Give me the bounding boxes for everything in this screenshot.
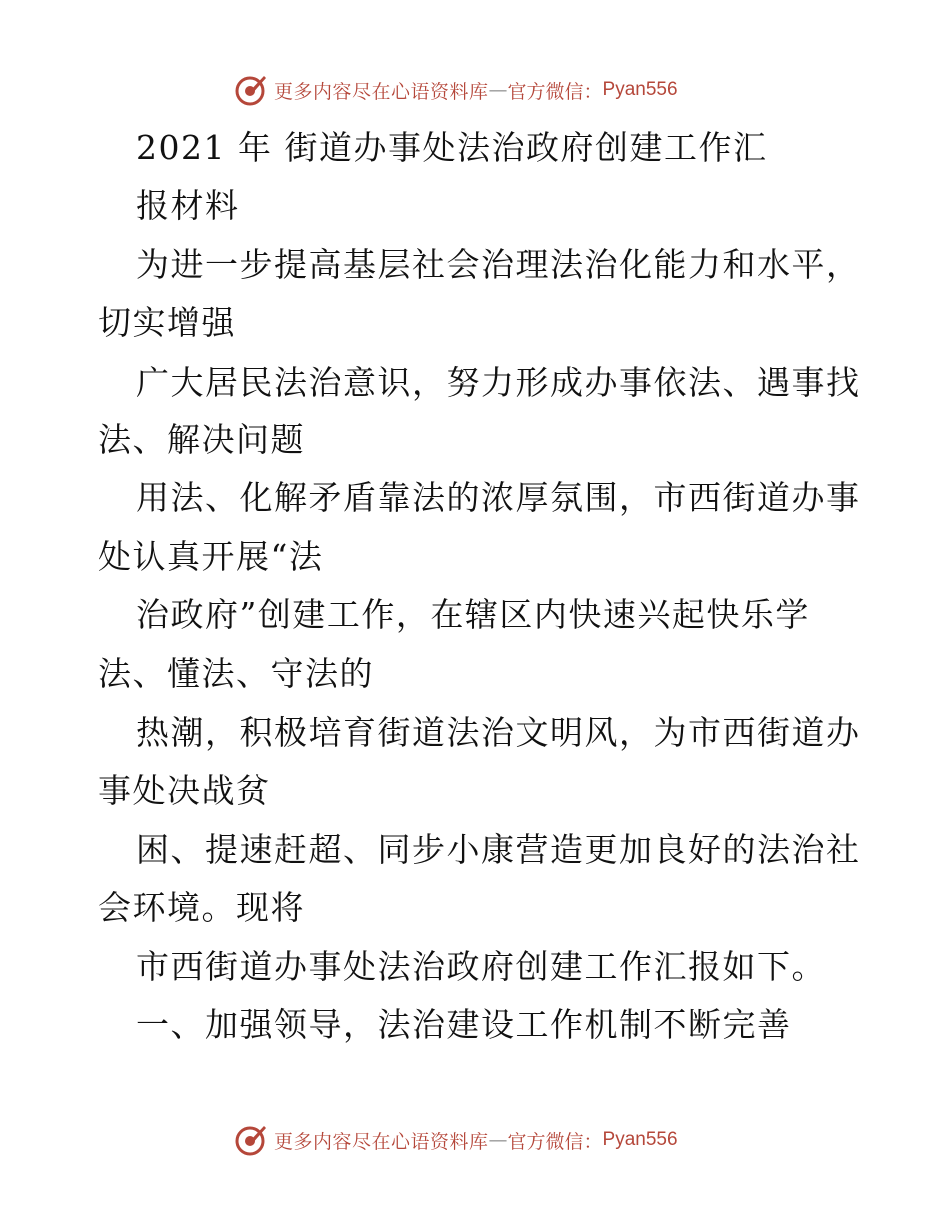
paragraph-line: 困、提速赶超、同步小康营造更加良好的法治社 — [136, 830, 861, 869]
quill-pen-circle-icon — [234, 73, 268, 107]
paragraph-line: 为进一步提高基层社会治理法治化能力和水平， — [136, 245, 861, 284]
document-title-line-1: 2021 年 街道办事处法治政府创建工作汇 — [136, 128, 768, 167]
paragraph-line: 会环境。现将 — [98, 888, 305, 927]
watermark-prefix: 更多内容尽在心语资料库 — [274, 1130, 489, 1153]
paragraph-line: 处认真开展“法 — [98, 537, 324, 576]
header-watermark — [234, 72, 678, 108]
paragraph-line: 市西街道办事处法治政府创建工作汇报如下。 — [136, 947, 826, 986]
watermark-dash: — — [488, 1129, 508, 1151]
paragraph-line: 治政府”创建工作，在辖区内快速兴起快乐学 — [136, 595, 810, 634]
section-heading: 一、加强领导，法治建设工作机制不断完善 — [136, 1005, 792, 1044]
paragraph-line: 事处决战贫 — [98, 771, 271, 810]
paragraph-line: 切实增强 — [98, 303, 236, 342]
watermark-wechat-id: Pyan556 — [602, 1129, 678, 1150]
paragraph-line: 广大居民法治意识，努力形成办事依法、遇事找 — [136, 363, 861, 402]
paragraph-line: 热潮，积极培育街道法治文明风，为市西街道办 — [136, 713, 861, 752]
watermark-wechat-label: 官方微信： — [507, 1130, 603, 1153]
paragraph-line: 用法、化解矛盾靠法的浓厚氛围，市西街道办事 — [136, 478, 861, 517]
paragraph-line: 法、懂法、守法的 — [98, 654, 374, 693]
paragraph-line: 法、解决问题 — [98, 420, 305, 459]
watermark-wechat-label: 官方微信： — [507, 80, 603, 103]
watermark-prefix: 更多内容尽在心语资料库 — [274, 80, 489, 103]
watermark-wechat-id: Pyan556 — [602, 79, 678, 100]
document-title-line-2: 报材料 — [136, 186, 240, 225]
footer-watermark — [234, 1122, 678, 1158]
watermark-dash: — — [488, 79, 508, 101]
quill-pen-circle-icon — [234, 1123, 268, 1157]
